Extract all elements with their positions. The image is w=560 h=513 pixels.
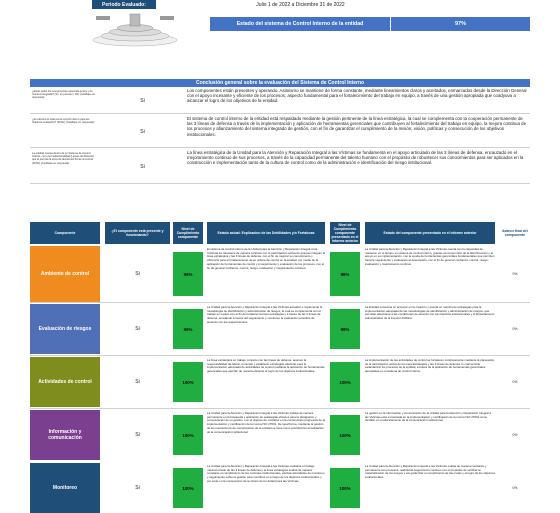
component-row bbox=[30, 246, 530, 302]
conclusion-title: Conclusión general sobre la evaluación del Sistema de Control Interno bbox=[30, 79, 530, 87]
component-status-current: La Unidad para la Atención y Reparación Integral a las Víctimas trabaja de manera permanente en la búsqueda y aplicación de estrategias eficaces para la divulgación y comunicación de su gestión, con el objetivo de contribuir en la construcción progresiva de la implementación y certificación de la norma ISO 27001. De igual forma, mediante la gestión de los mecanismos de comunicación de la entidad se tiene como prioridad la consolidación de la comunicación institucional. bbox=[207, 411, 325, 434]
row-divider bbox=[30, 302, 530, 303]
component-avance: 0% bbox=[512, 486, 518, 490]
component-level-current: 100% bbox=[173, 415, 203, 455]
component-level-current: 98% bbox=[173, 309, 203, 349]
col-header-level2: Nivel de Cumplimiento componente presentado en el informe anterior bbox=[331, 223, 359, 243]
conclusion-text: La línea estratégica de la Unidad para la Atención y Reparación Integral a las Víctimas se fundamenta en el apoyo articulado de las 3 líneas de defensa, encauzado en el mejoramiento continuo de sus procesos, a través de la capacidad permanente del talento humano con el propósito de robustecer sus conocimientos para ser aplicados en la construcción e implementación tanto de la cultura de control como de la administración e identificación del riesgo institucional. bbox=[187, 150, 524, 166]
period-label: Periodo Evaluado: bbox=[92, 0, 156, 9]
component-present: Si bbox=[105, 463, 170, 513]
component-status-previous: La gestión en la información y comunicación de la Unidad para la Atención y Reparación Integral a las Víctimas está enmarcada en la implementación y certificación de la norma ISO 27001 como también en el afianzamiento de la comunicación institucional. bbox=[365, 411, 492, 423]
conclusion-question: ¿Es efectivo el sistema de control interno para los objetivos evaluados? (Si/No) (Justifique su respuesta): bbox=[32, 118, 95, 125]
conclusion-text: Los componentes están presentes y operando. Asimismo se mantiene de forma constante, mediante lineamientos claros y acertados, enmarcados desde la Dirección General con el apoyo incesante y eficiente de los procesos; aspecto fundamental para el fortalecimiento del trabajo en equipo, a través de una gestión apropiada que coadyuva a alcanzar el logro de los objetivos de la entidad. bbox=[187, 88, 527, 104]
sci-logo-diagram bbox=[90, 10, 180, 48]
conclusion-text: El sistema de control interno de la entidad está respaldado mediante la gestión pertinente de la línea estratégica, la cual se complementa con la cooperación permanente de las 3 líneas de defensa a través de la implementación y aplicación de herramientas gerenciales que contribuyen al fortalecimiento del trabajo en equipo, la mejora continua de los procesos y afianzamiento del sistema integrado de gestión, con el fin de garantizar el cumplimiento de la misión, visión, políticas y consecución de los objetivos institucionales. bbox=[187, 116, 527, 137]
component-present: Si bbox=[105, 410, 170, 460]
component-status-previous: La Unidad para la Atención y Reparación Integral a las Víctimas evalúa de manera constante y permanente sus procesos, realizando seguimiento continuo con el propósito de verificar la materialización de los riesgos y así garantizar el cumplimiento de las metas y el logro de los objetivos institucionales. bbox=[365, 464, 495, 480]
conclusion-row bbox=[30, 116, 530, 148]
conclusion-row bbox=[30, 88, 530, 114]
component-level-current: 98% bbox=[173, 252, 203, 296]
component-name: Monitoreo bbox=[30, 463, 100, 513]
col-header-text1: Estado actual: Explicacion de las Debilidades y/o Fortalezas bbox=[207, 222, 325, 244]
component-status-current: La Unidad para la Atención y Reparación Integral a las Víctimas actualizó e implementó la metodología de identificación y administración de riesgos, la cual se complementa con el trabajo en equipo con el fin de fortalecer la línea estratégica y a través de las 3 líneas de defensa, simulando a través del seguimiento y monitoreo la evaluación periódica de acuerdo con los requerimientos. bbox=[207, 305, 323, 324]
col-header-avance: Avance final del componente bbox=[500, 222, 530, 244]
component-level-current: 100% bbox=[173, 468, 203, 508]
component-status-current: El sistema de control interno de la Unidad para la Atención y Reparación Integral a las Víctimas se robustece de manera continua con la participación activa de quienes integran la línea estratégica y las 3 líneas de defensa, con el fin de mejorar su conocimiento y eficiencia para el fortalecimiento de su cultura de control en la entidad, por medio de la aplicación de herramientas de control y el seguimiento y evaluación de los procesos, con el fin de generar confianza, control, riesgo, evaluación y mejoramiento continuo. bbox=[207, 247, 325, 270]
col-header-component: Componente bbox=[30, 222, 100, 244]
col-header-level1: Nivel de Cumplimiento componente bbox=[173, 222, 203, 244]
col-header-present: ¿El componente está presente y funcionando? bbox=[105, 222, 170, 244]
component-level-previous: 100% bbox=[330, 362, 360, 402]
component-level-previous: 100% bbox=[330, 415, 360, 455]
period-value: Julio 1 de 2022 a Diciembre 31 de 2022 bbox=[256, 1, 345, 8]
row-divider bbox=[30, 408, 530, 409]
component-row bbox=[30, 357, 530, 407]
component-avance: 0% bbox=[512, 272, 518, 276]
component-level-current: 100% bbox=[173, 362, 203, 402]
component-status-current: La Unidad para la Atención y Reparación Integral a las Víctimas mediante el trabajo mancomunado de las 3 líneas de defensa y la línea estratégica evalúa de manera constante el cumplimiento de los controles institucionales, efectúa actividades de monitoreo y seguimiento sobre la gestión para contribuir en el logro de los objetivos institucionales y por ende en la consecución de la misión de la Unidad para las Víctimas. bbox=[207, 464, 325, 483]
component-row bbox=[30, 463, 530, 513]
component-present: Si bbox=[105, 246, 170, 302]
component-avance: 0% bbox=[512, 433, 518, 437]
component-status-previous: La Entidad encamina su accionar en la creación y puesta en marcha de estrategias para la implementación adecuada de las metodologías de identificación y administración de riesgos, que permitan adecuarse a las condiciones de acuerdo con los objetivos institucionales y el Departamento Administrativo de la Función Pública. bbox=[365, 305, 495, 321]
component-avance: 0% bbox=[512, 380, 518, 384]
component-status-current: La línea estratégica en trabajo conjunto con las líneas de defensa, asumen la responsabilidad de liderar, fomentar y establecer estrategias efectivas para la implementación adecuada de actividades de control mediante la aplicación de herramientas gerenciales que aportan de manera eficiente al logro de los objetivos institucionales. bbox=[207, 358, 325, 374]
col-header-text2: Estado del componente presentado en el informe anterior bbox=[365, 222, 495, 244]
conclusion-answer: Si bbox=[140, 128, 145, 135]
conclusion-row bbox=[30, 150, 530, 184]
component-present: Si bbox=[105, 357, 170, 407]
conclusion-answer: Si bbox=[140, 163, 145, 170]
conclusion-question: La entidad cuenta dentro de su Sistema de Control Interno, con una institucionalidad (Líneas de defensa) que le permita la toma de decisiones frente al control (Si/No) (Justifique su respuesta): bbox=[32, 152, 94, 165]
row-divider bbox=[30, 355, 530, 356]
component-row bbox=[30, 410, 530, 460]
component-level-previous: 100% bbox=[330, 468, 360, 508]
component-level-previous: 98% bbox=[330, 252, 360, 296]
system-status-value: 97% bbox=[390, 17, 530, 31]
component-name: Evaluación de riesgos bbox=[30, 304, 100, 354]
component-name: Actividades de control bbox=[30, 357, 100, 407]
component-name: Información y comunicación bbox=[30, 410, 100, 460]
component-row bbox=[30, 304, 530, 354]
system-status-label: Estado del sistema de Control Interno de la entidad bbox=[210, 17, 390, 31]
components-table-header bbox=[30, 222, 530, 244]
component-name: Ambiente de control bbox=[30, 246, 100, 302]
conclusion-question: ¿Están todos los componentes operando juntos y de manera integrada? (Si / en proceso / No) (Justifique su respuesta): bbox=[32, 90, 96, 100]
component-status-previous: La implementación de las actividades de control se fortalecen continuamente mediante la planeación de la participación activa de la Línea Estratégica y las 3 líneas de defensa, lo cual permite estandarizar los procesos de la entidad, a través de la aplicación de herramientas gerenciales apropiadas en el sistema de control interno. bbox=[365, 358, 495, 374]
component-status-previous: La Unidad para la Atención y Reparación Integral a las Víctimas cuenta con la capacidad de mantener en el tiempo su sistema de control interno, gracias al compromiso de la Alta Dirección y al apoyo en su implementación, con la ayuda de herramientas gerenciales fundamentales que permiten hacerle seguimiento y evaluación al desempeño, con el fin de generar confianza, control, riesgo, evaluación y mejoramiento continuo. bbox=[365, 247, 495, 266]
component-avance: 0% bbox=[512, 327, 518, 331]
conclusion-answer: Si bbox=[140, 97, 145, 104]
component-present: Si bbox=[105, 304, 170, 354]
component-level-previous: 98% bbox=[330, 309, 360, 349]
